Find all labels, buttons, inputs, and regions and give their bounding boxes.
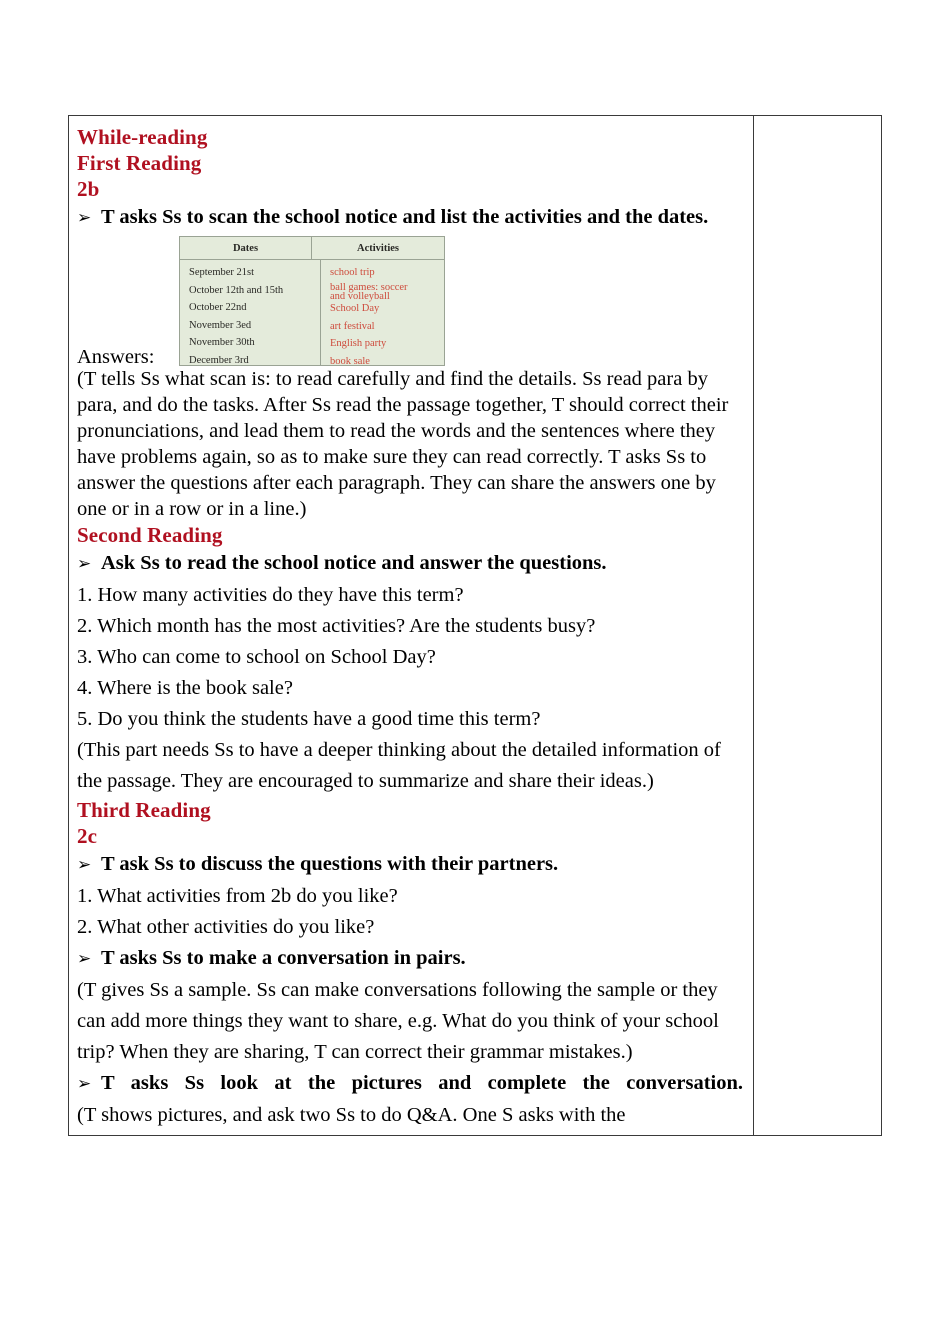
notice-header-dates: Dates [180, 237, 312, 259]
bullet-look-at-pictures [77, 1068, 743, 1100]
label-2c: 2c [77, 824, 98, 848]
arrow-bullet-icon: ➢ [77, 949, 92, 969]
heading-while-reading: While-reading [77, 125, 208, 149]
heading-second-reading: Second Reading [77, 523, 223, 547]
notice-date-cell: November 3ed [189, 319, 252, 331]
lesson-plan-side-column [754, 116, 881, 1135]
notice-date-cell: December 3rd [189, 354, 249, 366]
bullet-discuss-questions-label: T ask Ss to discuss the questions with their partners. [101, 853, 559, 875]
second-reading-question: 3. Who can come to school on School Day? [77, 646, 436, 668]
notice-activity-cell [330, 282, 444, 301]
notice-activity-cell: book sale [330, 355, 370, 366]
notice-date-cell: October 22nd [189, 302, 247, 313]
notice-body [180, 260, 444, 366]
third-reading-question: 2. What other activities do you like? [77, 916, 375, 938]
heading-third-reading: Third Reading [77, 798, 211, 822]
bullet-make-conversation [77, 943, 743, 975]
school-notice-figure-wrap [77, 236, 743, 366]
notice-header-row [180, 237, 444, 260]
notice-activity-cell: English party [330, 338, 387, 349]
school-notice-image [179, 236, 445, 366]
bullet-scan-task-label: T asks Ss to scan the school notice and list the activities and the dates. [101, 206, 709, 228]
notice-dates-column [180, 260, 321, 366]
label-2b: 2b [77, 177, 100, 201]
notice-activity-cell: School Day [330, 303, 380, 314]
second-reading-question: 2. Which month has the most activities? Are the students busy? [77, 615, 596, 637]
third-reading-question: 1. What activities from 2b do you like? [77, 885, 398, 907]
notice-activity-line: and volleyball [330, 290, 390, 302]
arrow-bullet-icon: ➢ [77, 208, 92, 228]
paragraph-deeper-thinking: (This part needs Ss to have a deeper thinking about the detailed information of the passage. They are encouraged to summarize and share their ideas.) [77, 739, 721, 792]
arrow-bullet-icon: ➢ [77, 1074, 92, 1094]
heading-first-reading: First Reading [77, 151, 202, 175]
notice-header-activities: Activities [357, 242, 399, 254]
paragraph-sample-note: (T gives Ss a sample. Ss can make conversations following the sample or they can add more things they want to share, e.g. What do you think of your school trip? When they are sharing, T can correct their grammar mistakes.) [77, 979, 719, 1063]
bullet-answer-questions [77, 548, 743, 580]
notice-activities-column [321, 260, 444, 366]
bullet-scan-task [77, 202, 743, 234]
notice-activity-cell: art festival [330, 320, 375, 332]
arrow-bullet-icon: ➢ [77, 855, 92, 875]
notice-activity-line: ball games: soccer [330, 281, 408, 293]
notice-date-cell: September 21st [189, 267, 255, 278]
lesson-plan-table [68, 115, 882, 1136]
paragraph-pictures-note: (T shows pictures, and ask two Ss to do Q&A. One S asks with the [77, 1104, 626, 1126]
second-reading-question: 1. How many activities do they have this term? [77, 584, 464, 606]
lesson-plan-main-column [69, 116, 754, 1135]
notice-activity-cell: school trip [330, 267, 375, 278]
second-reading-question: 4. Where is the book sale? [77, 677, 293, 699]
second-reading-question: 5. Do you think the students have a good time this term? [77, 708, 541, 730]
bullet-look-at-pictures-label: T asks Ss look at the pictures and complete the conversation. [101, 1072, 743, 1094]
notice-date-cell: October 12th and 15th [189, 284, 284, 296]
paragraph-scan-note: (T tells Ss what scan is: to read carefully and find the details. Ss read para by para, and do the tasks. After Ss read the passage together, T should correct their pronunciations, and lead them to read the words and the sentences where they have problems again, so as to make sure they can read correctly. T asks Ss to answer the questions after each paragraph. They can share the answers one by one or in a row or in a line.) [77, 368, 729, 520]
bullet-make-conversation-label: T asks Ss to make a conversation in pairs. [101, 947, 466, 969]
bullet-answer-questions-label: Ask Ss to read the school notice and answer the questions. [101, 552, 607, 574]
notice-date-cell: November 30th [189, 337, 255, 348]
arrow-bullet-icon: ➢ [77, 554, 92, 574]
answers-label: Answers: [77, 346, 155, 368]
bullet-discuss-questions [77, 849, 743, 881]
